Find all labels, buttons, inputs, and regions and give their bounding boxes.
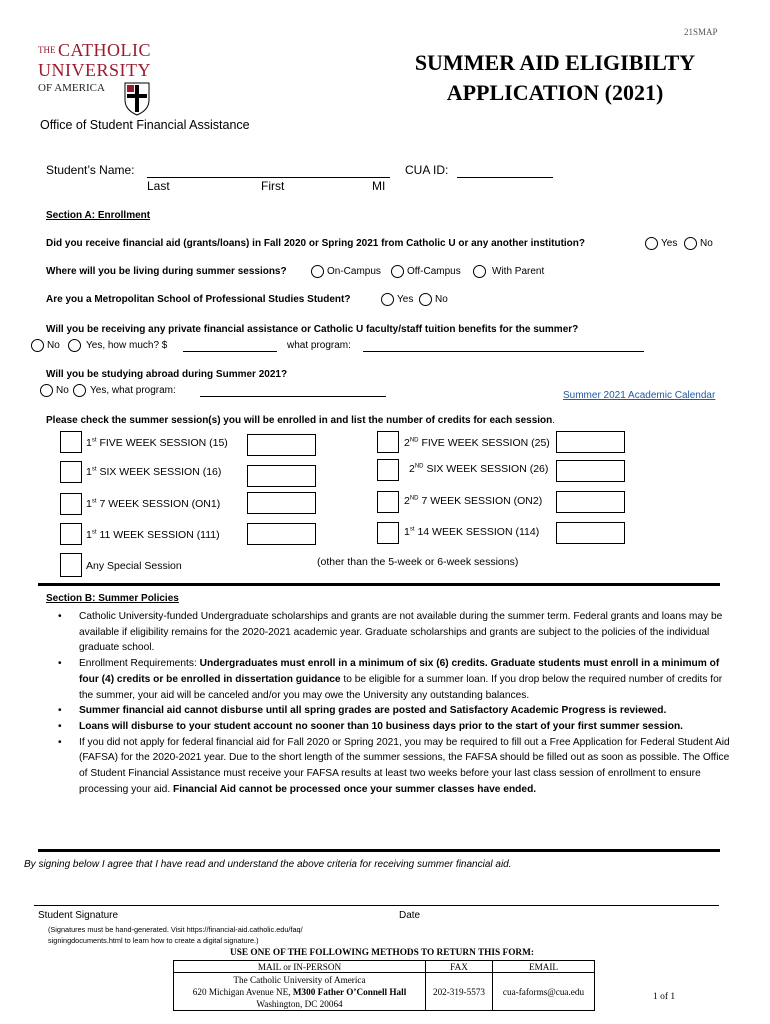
return-methods-heading: USE ONE OF THE FOLLOWING METHODS TO RETURN THIS FORM: xyxy=(230,948,535,958)
question-housing: Where will you be living during summer sessions? xyxy=(46,266,287,277)
section-a-heading: Section A: Enrollment xyxy=(46,210,151,221)
private-assistance-no-label: No xyxy=(47,340,60,351)
sessions-prompt: Please check the summer session(s) you will be enrolled in and list the number of credits for each session. xyxy=(46,415,556,426)
question-study-abroad: Will you be studying abroad during Summer 2021? xyxy=(46,369,288,380)
first-name-caption: First xyxy=(261,179,285,193)
mps-no-radio[interactable] xyxy=(419,293,432,306)
university-crest-icon xyxy=(124,82,150,116)
credits-field-11wk[interactable] xyxy=(247,523,316,545)
mps-no-label: No xyxy=(435,294,448,305)
email-column-header: EMAIL xyxy=(493,961,595,973)
mps-yes-radio[interactable] xyxy=(381,293,394,306)
session-checkbox-11wk[interactable] xyxy=(60,523,82,545)
session-label-11wk: 1st 11 WEEK SESSION (111) xyxy=(86,529,220,541)
list-item: • If you did not apply for federal financial aid for Fall 2020 or Spring 2021, you may be required to fill out a Free Application for Federal Student Aid (FAFSA) for the 2020-2021 year. Due to the short length of the summer sessions, the FAFSA should be filled out as soon as possible. The Office of Student Financial Assistance must receive your FAFSA results at least two weeks before your last class session of enrollment to ensure processing your aid. Financial Aid cannot be processed once your summer classes have ended. xyxy=(58,735,730,798)
list-item: • Catholic University-funded Undergraduate scholarships and grants are not available during the summer term. Federal grants and loans may be available if eligibility remains for the 2020-2021 academic year. Graduate scholarships and grants are subject to the policies of the individual graduate school. xyxy=(58,609,730,656)
question-prior-aid: Did you receive financial aid (grants/loans) in Fall 2020 or Spring 2021 from Catholic U or any another institution? xyxy=(46,238,585,249)
session-checkbox-6wk-2[interactable] xyxy=(377,459,399,481)
office-name: Office of Student Financial Assistance xyxy=(40,118,250,132)
mail-address: The Catholic University of America 620 Michigan Avenue NE, M300 Father O’Connell Hall Washington, DC 20064 xyxy=(174,973,426,1011)
special-session-note: (other than the 5-week or 6-week sessions) xyxy=(317,556,519,568)
signature-note: (Signatures must be hand-generated. Visit https://financial-aid.catholic.edu/faq/ signingdocuments.html to learn how to create a digital signature.) xyxy=(48,925,303,945)
private-assistance-yes-label: Yes, how much? $ xyxy=(86,340,168,351)
university-logo: THE CATHOLIC UNIVERSITY OF AMERICA xyxy=(38,42,158,120)
housing-with-parent-label: With Parent xyxy=(492,266,545,277)
prior-aid-no-label: No xyxy=(700,238,713,249)
fax-column-header: FAX xyxy=(426,961,493,973)
page-title: SUMMER AID ELIGIBILTY APPLICATION (2021) xyxy=(414,50,696,105)
return-methods-table xyxy=(173,960,595,1011)
list-item: • Loans will disburse to your student account no sooner than 10 business days prior to the start of your first summer session. xyxy=(58,719,730,735)
private-assistance-yes-radio[interactable] xyxy=(68,339,81,352)
session-label-7wk-1: 1st 7 WEEK SESSION (ON1) xyxy=(86,498,221,510)
mail-column-header: MAIL or IN-PERSON xyxy=(174,961,426,973)
academic-calendar-link[interactable]: Summer 2021 Academic Calendar xyxy=(563,390,716,401)
student-name-label: Student’s Name: xyxy=(46,163,135,177)
date-label: Date xyxy=(399,910,421,921)
signature-label: Student Signature xyxy=(38,910,119,921)
study-abroad-yes-radio[interactable] xyxy=(73,384,86,397)
agreement-statement: By signing below I agree that I have read and understand the above criteria for receiving summer financial aid. xyxy=(24,859,512,870)
question-mps-student: Are you a Metropolitan School of Professional Studies Student? xyxy=(46,294,351,305)
private-assistance-program-field[interactable] xyxy=(363,340,644,352)
cua-id-label: CUA ID: xyxy=(405,163,449,177)
session-label-7wk-2: 2ND 7 WEEK SESSION (ON2) xyxy=(404,495,543,507)
housing-on-campus-radio[interactable] xyxy=(311,265,324,278)
study-abroad-no-label: No xyxy=(56,385,69,396)
study-abroad-yes-label: Yes, what program: xyxy=(90,385,176,396)
session-label-5wk-2: 2ND FIVE WEEK SESSION (25) xyxy=(404,437,550,449)
housing-with-parent-radio[interactable] xyxy=(473,265,486,278)
middle-initial-caption: MI xyxy=(372,179,386,193)
session-label-special: Any Special Session xyxy=(86,560,182,572)
session-checkbox-special[interactable] xyxy=(60,553,82,577)
credits-field-7wk-2[interactable] xyxy=(556,491,625,513)
housing-off-campus-label: Off-Campus xyxy=(407,266,461,277)
form-code: 21SMAP xyxy=(684,27,718,37)
last-name-caption: Last xyxy=(147,179,170,193)
prior-aid-yes-label: Yes xyxy=(661,238,678,249)
session-label-6wk-2: 2ND SIX WEEK SESSION (26) xyxy=(409,463,549,475)
prior-aid-no-radio[interactable] xyxy=(684,237,697,250)
signature-line[interactable] xyxy=(34,891,719,906)
credits-field-6wk-1[interactable] xyxy=(247,465,316,487)
private-assistance-program-label: what program: xyxy=(287,340,351,351)
credits-field-14wk[interactable] xyxy=(556,522,625,544)
credits-field-6wk-2[interactable] xyxy=(556,460,625,482)
page-number: 1 of 1 xyxy=(653,992,676,1002)
session-checkbox-5wk-2[interactable] xyxy=(377,431,399,453)
section-b-heading: Section B: Summer Policies xyxy=(46,593,179,604)
question-private-assistance: Will you be receiving any private financial assistance or Catholic U faculty/staff tuition benefits for the summer? xyxy=(46,324,579,335)
session-checkbox-7wk-1[interactable] xyxy=(60,493,82,515)
session-checkbox-7wk-2[interactable] xyxy=(377,491,399,513)
credits-field-7wk-1[interactable] xyxy=(247,492,316,514)
list-item: • Summer financial aid cannot disburse until all spring grades are posted and Satisfactory Academic Progress is reviewed. xyxy=(58,703,730,719)
study-abroad-no-radio[interactable] xyxy=(40,384,53,397)
session-checkbox-5wk-1[interactable] xyxy=(60,431,82,453)
credits-field-5wk-2[interactable] xyxy=(556,431,625,453)
private-assistance-amount-field[interactable] xyxy=(183,340,277,352)
section-divider xyxy=(38,583,720,586)
study-abroad-program-field[interactable] xyxy=(200,385,386,397)
session-checkbox-14wk[interactable] xyxy=(377,522,399,544)
student-name-field[interactable] xyxy=(147,163,390,178)
session-label-6wk-1: 1st SIX WEEK SESSION (16) xyxy=(86,466,222,478)
session-label-5wk-1: 1st FIVE WEEK SESSION (15) xyxy=(86,437,228,449)
cua-id-field[interactable] xyxy=(457,163,553,178)
section-divider xyxy=(38,849,720,852)
housing-on-campus-label: On-Campus xyxy=(327,266,381,277)
session-checkbox-6wk-1[interactable] xyxy=(60,461,82,483)
email-address[interactable]: cua-faforms@cua.edu xyxy=(493,973,595,1011)
mps-yes-label: Yes xyxy=(397,294,414,305)
session-label-14wk: 1st 14 WEEK SESSION (114) xyxy=(404,526,540,538)
private-assistance-no-radio[interactable] xyxy=(31,339,44,352)
list-item: • Enrollment Requirements: Undergraduates must enroll in a minimum of six (6) credits. Graduate students must enroll in a minimum of four (4) credits or be enrolled in dissertation guidance to be eligible for a summer loan. If you drop below the required number of credits for the summer, your aid will be canceled and/or you may owe the University any outstanding balances. xyxy=(58,656,730,703)
policy-list xyxy=(58,609,730,797)
prior-aid-yes-radio[interactable] xyxy=(645,237,658,250)
credits-field-5wk-1[interactable] xyxy=(247,434,316,456)
housing-off-campus-radio[interactable] xyxy=(391,265,404,278)
fax-number: 202-319-5573 xyxy=(426,973,493,1011)
